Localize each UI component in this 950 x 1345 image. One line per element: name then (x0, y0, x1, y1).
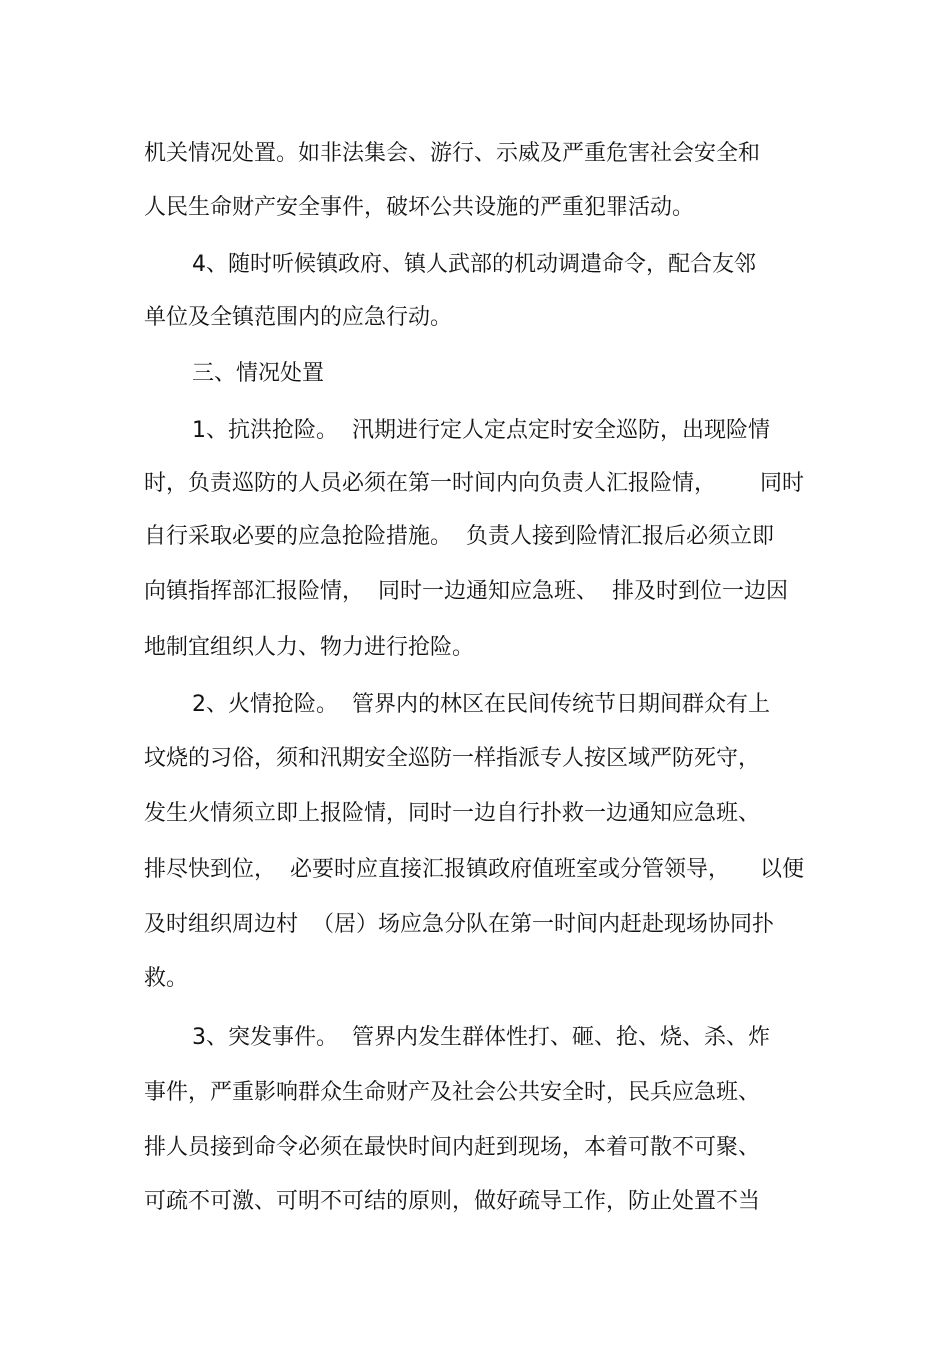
body-text-line: 4、随时听候镇政府、镇人武部的机动调遣命令，配合友邻 (192, 252, 756, 277)
body-text-line: 及时组织周边村 （居）场应急分队在第一时间内赶赴现场协同扑 (144, 912, 774, 937)
body-text-line: 自行采取必要的应急抢险措施。 负责人接到险情汇报后必须立即 (144, 524, 774, 549)
body-text-segment: 同时 (759, 471, 804, 496)
body-text-line: 地制宜组织人力、物力进行抢险。 (144, 635, 475, 660)
section-heading: 三、情况处置 (192, 361, 325, 386)
body-text-line: 事件，严重影响群众生命财产及社会公共安全时，民兵应急班、 (144, 1080, 761, 1105)
body-text-line: 可疏不可激、可明不可结的原则，做好疏导工作，防止处置不当 (144, 1189, 761, 1214)
body-text-segment: 以便 (759, 857, 804, 882)
body-text-segment: 时，负责巡防的人员必须在第一时间内向负责人汇报险情， (144, 471, 717, 496)
body-text-line: 发生火情须立即上报险情，同时一边自行扑救一边通知应急班、 (144, 801, 761, 826)
body-text-line: 2、火情抢险。 管界内的林区在民间传统节日期间群众有上 (192, 692, 770, 717)
body-text-line: 向镇指挥部汇报险情， 同时一边通知应急班、 排及时到位一边因 (144, 579, 788, 604)
body-text-line (144, 855, 804, 885)
body-text-line: 单位及全镇范围内的应急行动。 (144, 305, 453, 330)
body-text-line: 救。 (144, 966, 189, 991)
body-text-line: 排人员接到命令必须在最快时间内赶到现场，本着可散不可聚、 (144, 1135, 761, 1160)
body-text-line: 坟烧的习俗，须和汛期安全巡防一样指派专人按区域严防死守， (144, 746, 761, 771)
body-text-segment: 排尽快到位， 必要时应直接汇报镇政府值班室或分管领导， (144, 857, 730, 882)
body-text-line (144, 469, 804, 499)
body-text-line: 人民生命财产安全事件，破坏公共设施的严重犯罪活动。 (144, 195, 695, 220)
body-text-line: 3、突发事件。 管界内发生群体性打、砸、抢、烧、杀、炸 (192, 1025, 770, 1050)
body-text-line: 机关情况处置。如非法集会、游行、示威及严重危害社会安全和 (144, 141, 761, 166)
body-text-line: 1、抗洪抢险。 汛期进行定人定点定时安全巡防，出现险情 (192, 418, 770, 443)
